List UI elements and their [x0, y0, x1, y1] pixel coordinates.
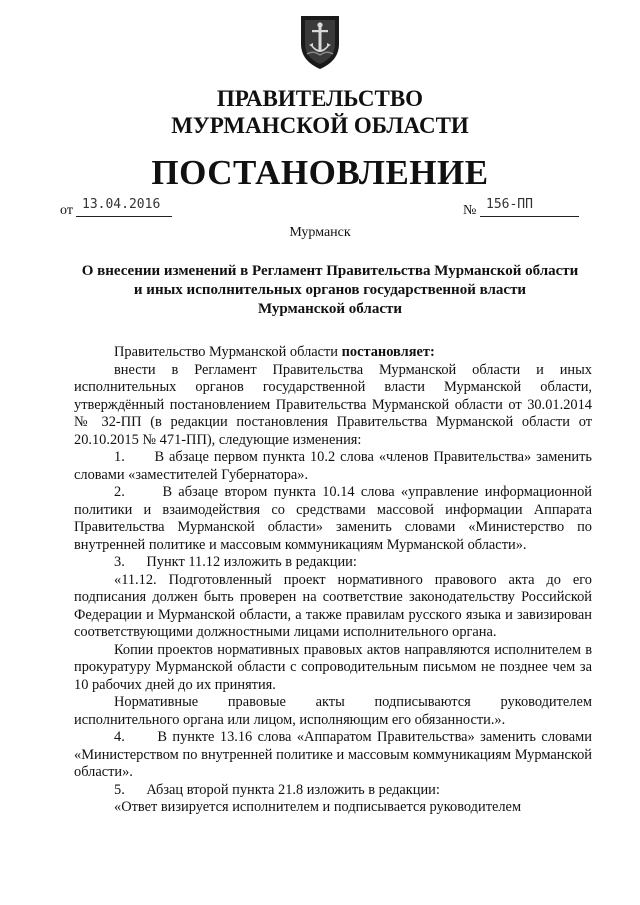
document-body — [74, 344, 592, 817]
document-subject — [60, 262, 600, 319]
paragraph-quote-answer: «Ответ визируется исполнителем и подписывается руководителем — [114, 799, 522, 815]
paragraph-item-2: 2. В абзаце втором пункта 10.14 слова «управление информационной политики и взаимодействия со средствами массовой информации Аппарата Правительства Мурманской области» заменить словами «Министерство по внутренней политике и массовым коммуникациям Мурманской области». — [74, 484, 592, 553]
government-name-line1: ПРАВИТЕЛЬСТВО — [216, 86, 424, 111]
paragraph-quote-11-12: «11.12. Подготовленный проект нормативного правового акта до его подписания должен быть проверен на соответствие законодательству Российской Федерации и Мурманской области, а также правилам русского языка и завизирован соответствующими должностными лицами исполнительного органа. — [74, 571, 592, 640]
paragraph-item-1: 1. В абзаце первом пункта 10.2 слова «членов Правительства» заменить словами «заместителей Губернатора». — [74, 449, 592, 483]
intro-decree-word: постановляет: — [341, 344, 435, 360]
number-label: № — [463, 203, 477, 218]
city-name: Мурманск — [289, 225, 351, 240]
paragraph-main: внести в Регламент Правительства Мурманской области и иных исполнительных органов государственной власти Мурманской области, утверждённый постановлением Правительства Мурманской области от 30.01.2014 № 32-ПП (в редакции постановления Правительства Мурманской области от 20.10.2015 № 471-ПП), следующие изменения: — [74, 361, 592, 448]
intro-text: Правительство Мурманской области — [114, 344, 342, 360]
government-name-line2: МУРМАНСКОЙ ОБЛАСТИ — [171, 113, 469, 138]
intro-paragraph — [74, 344, 592, 362]
date-field — [76, 197, 172, 217]
document-type-title: ПОСТАНОВЛЕНИЕ — [151, 153, 489, 192]
paragraph-item-4: 4. В пункте 13.16 слова «Аппаратом Правительства» заменить словами «Министерством по внутренней политике и массовым коммуникациям Мурманской области». — [74, 729, 592, 780]
paragraph-item-5: 5. Абзац второй пункта 21.8 изложить в редакции: — [114, 781, 440, 798]
date-value: 13.04.2016 — [82, 197, 161, 212]
paragraph-quote-signing: Нормативные правовые акты подписываются руководителем исполнительного органа или лицом, исполняющим его обязанности.». — [74, 694, 592, 728]
paragraph-quote-copies: Копии проектов нормативных правовых актов направляются исполнителем в прокуратуру Мурманской области с сопроводительным письмом не позднее чем за 10 рабочих дней до их принятия. — [74, 641, 592, 693]
number-field — [480, 197, 579, 217]
paragraph-item-3: 3. Пункт 11.12 изложить в редакции: — [114, 554, 357, 570]
subject-line2: и иных исполнительных органов государственной власти — [133, 282, 527, 298]
number-value: 156-ПП — [486, 197, 533, 212]
subject-line1: О внесении изменений в Регламент Правительства Мурманской области — [81, 263, 579, 279]
murmansk-coat-of-arms-icon — [297, 14, 343, 70]
date-label: от — [60, 203, 73, 218]
subject-line3: Мурманской области — [257, 301, 403, 317]
